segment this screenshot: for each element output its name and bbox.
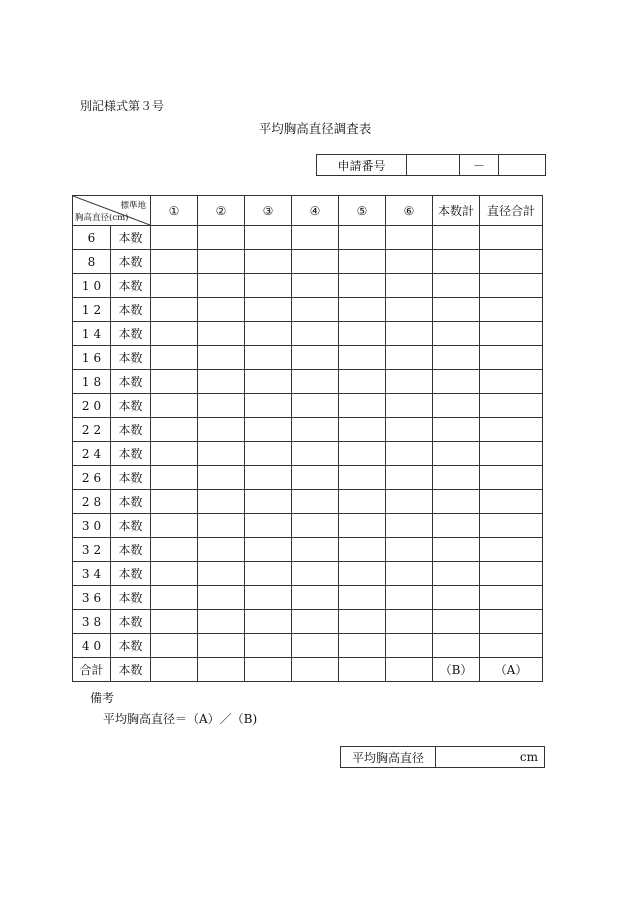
diameter-class-cell: 22	[73, 418, 111, 442]
diameter-class-cell: 16	[73, 346, 111, 370]
entry-cell[interactable]	[151, 610, 198, 634]
entry-cell[interactable]	[292, 514, 339, 538]
entry-cell[interactable]	[386, 322, 433, 346]
entry-cell[interactable]	[480, 466, 543, 490]
entry-cell[interactable]	[339, 322, 386, 346]
diameter-class-cell: 30	[73, 514, 111, 538]
entry-cell[interactable]	[386, 466, 433, 490]
plot-header-1: ①	[151, 196, 198, 226]
entry-cell[interactable]	[151, 298, 198, 322]
table-row	[73, 394, 543, 418]
entry-cell[interactable]	[151, 442, 198, 466]
plot-header-2: ②	[198, 196, 245, 226]
entry-cell[interactable]	[151, 466, 198, 490]
entry-cell[interactable]	[198, 586, 245, 610]
entry-cell[interactable]	[339, 634, 386, 658]
entry-cell[interactable]	[245, 346, 292, 370]
diameter-class-cell: 38	[73, 610, 111, 634]
entry-cell[interactable]	[151, 538, 198, 562]
table-row	[73, 322, 543, 346]
total-cell[interactable]	[386, 658, 433, 682]
table-row	[73, 274, 543, 298]
total-cell[interactable]	[292, 658, 339, 682]
total-unit: 本数	[111, 658, 151, 682]
count-unit-cell: 本数	[111, 322, 151, 346]
count-unit-cell: 本数	[111, 370, 151, 394]
entry-cell[interactable]	[386, 418, 433, 442]
entry-cell[interactable]	[245, 634, 292, 658]
entry-cell[interactable]	[292, 370, 339, 394]
entry-cell[interactable]	[386, 226, 433, 250]
application-number-table	[316, 154, 546, 176]
form-number-label: 別記様式第３号	[80, 99, 165, 113]
diameter-class-cell: 36	[73, 586, 111, 610]
plot-header-3: ③	[245, 196, 292, 226]
entry-cell[interactable]	[386, 250, 433, 274]
entry-cell[interactable]	[339, 442, 386, 466]
remarks-label: 備考	[90, 691, 115, 705]
entry-cell[interactable]	[151, 490, 198, 514]
table-row	[73, 346, 543, 370]
entry-cell[interactable]	[433, 346, 480, 370]
entry-cell[interactable]	[339, 466, 386, 490]
table-row	[73, 250, 543, 274]
entry-cell[interactable]	[245, 394, 292, 418]
table-row	[73, 226, 543, 250]
count-unit-cell: 本数	[111, 634, 151, 658]
average-dbh-table	[340, 746, 545, 768]
entry-cell[interactable]	[480, 442, 543, 466]
diameter-class-cell: 8	[73, 250, 111, 274]
entry-cell[interactable]	[198, 610, 245, 634]
count-unit-cell: 本数	[111, 274, 151, 298]
entry-cell[interactable]	[339, 610, 386, 634]
entry-cell[interactable]	[480, 562, 543, 586]
entry-cell[interactable]	[292, 490, 339, 514]
entry-cell[interactable]	[339, 514, 386, 538]
entry-cell[interactable]	[433, 394, 480, 418]
entry-cell[interactable]	[292, 274, 339, 298]
entry-cell[interactable]	[151, 634, 198, 658]
entry-cell[interactable]	[433, 298, 480, 322]
formula-text: 平均胸高直径＝（A）／（B)	[103, 712, 258, 726]
application-number-dash: －	[460, 155, 499, 176]
diameter-class-cell: 32	[73, 538, 111, 562]
entry-cell[interactable]	[245, 370, 292, 394]
entry-cell[interactable]	[151, 418, 198, 442]
entry-cell[interactable]	[245, 490, 292, 514]
entry-cell[interactable]	[433, 634, 480, 658]
entry-cell[interactable]	[339, 538, 386, 562]
entry-cell[interactable]	[386, 610, 433, 634]
entry-cell[interactable]	[198, 466, 245, 490]
diameter-class-cell: 14	[73, 322, 111, 346]
entry-cell[interactable]	[151, 250, 198, 274]
average-dbh-unit: cm	[519, 750, 538, 764]
entry-cell[interactable]	[245, 562, 292, 586]
total-diameter-a[interactable]: （A）	[480, 658, 543, 682]
entry-cell[interactable]	[151, 322, 198, 346]
entry-cell[interactable]	[433, 586, 480, 610]
entry-cell[interactable]	[480, 298, 543, 322]
entry-cell[interactable]	[292, 418, 339, 442]
entry-cell[interactable]	[480, 418, 543, 442]
entry-cell[interactable]	[198, 418, 245, 442]
entry-cell[interactable]	[480, 634, 543, 658]
count-unit-cell: 本数	[111, 298, 151, 322]
diameter-total-header: 直径合計	[480, 196, 543, 226]
total-cell[interactable]	[245, 658, 292, 682]
entry-cell[interactable]	[245, 538, 292, 562]
entry-cell[interactable]	[433, 442, 480, 466]
entry-cell[interactable]	[198, 298, 245, 322]
entry-cell[interactable]	[386, 586, 433, 610]
entry-cell[interactable]	[339, 250, 386, 274]
entry-cell[interactable]	[339, 418, 386, 442]
entry-cell[interactable]	[245, 418, 292, 442]
entry-cell[interactable]	[245, 322, 292, 346]
entry-cell[interactable]	[433, 538, 480, 562]
entry-cell[interactable]	[480, 586, 543, 610]
entry-cell[interactable]	[198, 394, 245, 418]
entry-cell[interactable]	[198, 634, 245, 658]
entry-cell[interactable]	[198, 538, 245, 562]
entry-cell[interactable]	[480, 610, 543, 634]
entry-cell[interactable]	[339, 274, 386, 298]
diameter-class-cell: 12	[73, 298, 111, 322]
entry-cell[interactable]	[480, 490, 543, 514]
entry-cell[interactable]	[386, 298, 433, 322]
diameter-class-cell: 40	[73, 634, 111, 658]
count-unit-cell: 本数	[111, 346, 151, 370]
diameter-class-cell: 6	[73, 226, 111, 250]
entry-cell[interactable]	[433, 514, 480, 538]
document-title: 平均胸高直径調査表	[258, 121, 372, 136]
entry-cell[interactable]	[433, 370, 480, 394]
entry-cell[interactable]	[480, 322, 543, 346]
count-total-header: 本数計	[433, 196, 480, 226]
entry-cell[interactable]	[480, 370, 543, 394]
total-cell[interactable]	[151, 658, 198, 682]
application-number-field-1[interactable]	[407, 155, 460, 176]
average-dbh-field[interactable]	[436, 747, 545, 768]
entry-cell[interactable]	[386, 514, 433, 538]
entry-cell[interactable]	[292, 250, 339, 274]
entry-cell[interactable]	[151, 514, 198, 538]
entry-cell[interactable]	[386, 634, 433, 658]
table-row	[73, 418, 543, 442]
table-row	[73, 442, 543, 466]
entry-cell[interactable]	[198, 322, 245, 346]
diameter-class-cell: 26	[73, 466, 111, 490]
plot-header-6: ⑥	[386, 196, 433, 226]
plot-header-5: ⑤	[339, 196, 386, 226]
entry-cell[interactable]	[339, 226, 386, 250]
entry-cell[interactable]	[198, 370, 245, 394]
count-unit-cell: 本数	[111, 226, 151, 250]
diameter-class-cell: 18	[73, 370, 111, 394]
entry-cell[interactable]	[151, 562, 198, 586]
entry-cell[interactable]	[151, 586, 198, 610]
table-row	[73, 490, 543, 514]
entry-cell[interactable]	[386, 442, 433, 466]
entry-cell[interactable]	[198, 490, 245, 514]
entry-cell[interactable]	[151, 370, 198, 394]
entry-cell[interactable]	[245, 274, 292, 298]
entry-cell[interactable]	[151, 226, 198, 250]
entry-cell[interactable]	[433, 466, 480, 490]
count-unit-cell: 本数	[111, 586, 151, 610]
entry-cell[interactable]	[245, 298, 292, 322]
entry-cell[interactable]	[339, 298, 386, 322]
entry-cell[interactable]	[245, 442, 292, 466]
entry-cell[interactable]	[292, 322, 339, 346]
entry-cell[interactable]	[480, 514, 543, 538]
entry-cell[interactable]	[245, 610, 292, 634]
entry-cell[interactable]	[480, 346, 543, 370]
entry-cell[interactable]	[198, 562, 245, 586]
entry-cell[interactable]	[339, 394, 386, 418]
entry-cell[interactable]	[151, 274, 198, 298]
entry-cell[interactable]	[292, 562, 339, 586]
entry-cell[interactable]	[198, 514, 245, 538]
count-unit-cell: 本数	[111, 250, 151, 274]
diameter-class-cell: 10	[73, 274, 111, 298]
table-row	[73, 298, 543, 322]
table-row	[73, 634, 543, 658]
entry-cell[interactable]	[151, 394, 198, 418]
entry-cell[interactable]	[339, 346, 386, 370]
total-label: 合計	[73, 658, 111, 682]
entry-cell[interactable]	[292, 394, 339, 418]
application-number-label: 申請番号	[317, 155, 407, 176]
diameter-class-cell: 34	[73, 562, 111, 586]
count-unit-cell: 本数	[111, 490, 151, 514]
average-dbh-label: 平均胸高直径	[341, 747, 436, 768]
table-row	[73, 370, 543, 394]
dbh-axis-label: 胸高直径(cm)	[75, 213, 129, 223]
entry-cell[interactable]	[433, 322, 480, 346]
plot-axis-label: 標準地	[120, 201, 146, 211]
count-unit-cell: 本数	[111, 514, 151, 538]
entry-cell[interactable]	[245, 514, 292, 538]
entry-cell[interactable]	[198, 226, 245, 250]
count-unit-cell: 本数	[111, 538, 151, 562]
entry-cell[interactable]	[292, 442, 339, 466]
entry-cell[interactable]	[339, 562, 386, 586]
entry-cell[interactable]	[292, 634, 339, 658]
entry-cell[interactable]	[386, 370, 433, 394]
table-row	[73, 610, 543, 634]
application-number-field-2[interactable]	[499, 155, 546, 176]
entry-cell[interactable]	[292, 346, 339, 370]
entry-cell[interactable]	[339, 490, 386, 514]
table-row	[73, 538, 543, 562]
count-unit-cell: 本数	[111, 442, 151, 466]
entry-cell[interactable]	[245, 586, 292, 610]
entry-cell[interactable]	[245, 466, 292, 490]
plot-header-4: ④	[292, 196, 339, 226]
entry-cell[interactable]	[292, 610, 339, 634]
table-header-row	[73, 196, 543, 226]
entry-cell[interactable]	[433, 490, 480, 514]
total-cell[interactable]	[339, 658, 386, 682]
entry-cell[interactable]	[480, 250, 543, 274]
entry-cell[interactable]	[198, 274, 245, 298]
entry-cell[interactable]	[480, 274, 543, 298]
entry-cell[interactable]	[198, 250, 245, 274]
entry-cell[interactable]	[292, 226, 339, 250]
count-unit-cell: 本数	[111, 610, 151, 634]
entry-cell[interactable]	[386, 562, 433, 586]
table-row	[73, 562, 543, 586]
total-row	[73, 658, 543, 682]
entry-cell[interactable]	[433, 610, 480, 634]
entry-cell[interactable]	[433, 226, 480, 250]
count-unit-cell: 本数	[111, 466, 151, 490]
entry-cell[interactable]	[292, 298, 339, 322]
table-row	[73, 586, 543, 610]
entry-cell[interactable]	[433, 562, 480, 586]
entry-cell[interactable]	[198, 442, 245, 466]
entry-cell[interactable]	[245, 250, 292, 274]
count-unit-cell: 本数	[111, 418, 151, 442]
count-unit-cell: 本数	[111, 394, 151, 418]
total-count-b[interactable]: （B）	[433, 658, 480, 682]
entry-cell[interactable]	[292, 466, 339, 490]
entry-cell[interactable]	[433, 418, 480, 442]
entry-cell[interactable]	[433, 250, 480, 274]
entry-cell[interactable]	[386, 274, 433, 298]
entry-cell[interactable]	[433, 274, 480, 298]
entry-cell[interactable]	[386, 394, 433, 418]
entry-cell[interactable]	[339, 586, 386, 610]
entry-cell[interactable]	[151, 346, 198, 370]
diameter-class-cell: 20	[73, 394, 111, 418]
corner-header-cell	[73, 196, 151, 226]
entry-cell[interactable]	[386, 346, 433, 370]
table-row	[73, 466, 543, 490]
entry-cell[interactable]	[292, 538, 339, 562]
entry-cell[interactable]	[386, 538, 433, 562]
entry-cell[interactable]	[480, 226, 543, 250]
entry-cell[interactable]	[245, 226, 292, 250]
dbh-survey-table	[72, 195, 543, 682]
count-unit-cell: 本数	[111, 562, 151, 586]
table-row	[73, 514, 543, 538]
entry-cell[interactable]	[480, 394, 543, 418]
entry-cell[interactable]	[480, 538, 543, 562]
diameter-class-cell: 24	[73, 442, 111, 466]
entry-cell[interactable]	[292, 586, 339, 610]
entry-cell[interactable]	[339, 370, 386, 394]
total-cell[interactable]	[198, 658, 245, 682]
entry-cell[interactable]	[386, 490, 433, 514]
diameter-class-cell: 28	[73, 490, 111, 514]
entry-cell[interactable]	[198, 346, 245, 370]
